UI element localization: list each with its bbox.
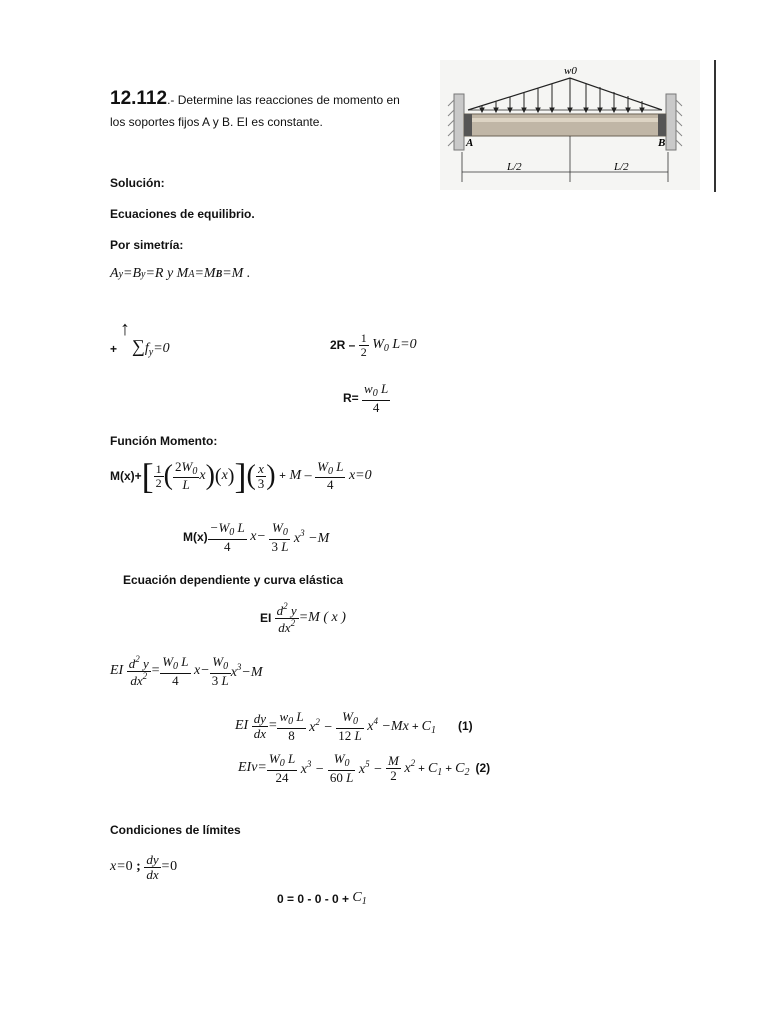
- eq2-tag: (2): [475, 761, 491, 776]
- heading-solucion: Solución:: [110, 176, 165, 190]
- eq-symmetry: A y =B y =R y M A =M B =M .: [110, 266, 251, 281]
- eq-r-value: R= $\frac{w_0 L}{4}$: [343, 381, 389, 415]
- support-a-label: A: [466, 137, 474, 149]
- problem-text-line1: .- Determine las reacciones de momento en: [167, 93, 400, 107]
- heading-momento: Función Momento:: [110, 434, 218, 448]
- heading-simetria: Por simetría:: [110, 238, 184, 252]
- eq1-tag: (1): [458, 719, 473, 734]
- page-edge-line: [714, 60, 716, 192]
- eq-ei-first: EI $\frac{dy}{dx}$ = $\frac{w_0 L}{8}$ $x^2$ − $\frac{W_0}{12 L}$ $x^4 -Mx + C_1$ (1): [235, 709, 473, 743]
- heading-elastica: Ecuación dependiente y curva elástica: [123, 573, 344, 587]
- problem-statement: [110, 88, 430, 133]
- dim-left-label: L/2: [507, 161, 522, 173]
- eq-ei-general: EI $\frac{d^2 y}{dx^2}$ =M ( x ): [260, 601, 346, 635]
- problem-text-line2: los soportes fijos A y B. EI es constante.: [110, 115, 323, 129]
- eq-c1-result: 0 = 0 - 0 - 0 + $C_1$: [277, 890, 367, 907]
- beam-figure: [440, 60, 700, 190]
- eq-boundary: x=0 ; $\frac{dy}{dx}$ =0: [110, 852, 178, 882]
- up-arrow-icon: ↑: [120, 318, 130, 340]
- dim-right-label: L/2: [614, 161, 629, 173]
- eq-moment-function: M(x) $\frac{-W_0 L}{4}$ x− $\frac{W_0}{3 L}$ $x^3 -M$: [183, 520, 330, 554]
- heading-equilibrio: Ecuaciones de equilibrio.: [110, 207, 255, 221]
- eq-ei-v: EIv= $\frac{W_0 L}{24}$ $x^3$ − $\frac{W_0}{60 L}$ $x^5$ − $\frac{M}{2}$ $x^2 + C_1 + C_2$ (2): [238, 751, 491, 785]
- eq-moment: M(x)+ [ $\frac{1}{2}$ ( $\frac{2W_0}{L}$ x ) ( x ) ] ( $\frac{x}{3}$ ) + M – $\frac{W_0 L}{4}$ x=0: [110, 456, 372, 496]
- load-label: w0: [564, 65, 577, 77]
- problem-number: 12.112: [110, 88, 168, 109]
- heading-limites: Condiciones de límites: [110, 823, 241, 837]
- eq-sum-fy: + ↑ $\sum f_y=0$: [110, 318, 170, 358]
- eq-two-r: 2R – $\frac{1}{2}$ $W_0$ L=0: [330, 331, 417, 359]
- support-b-label: B: [658, 137, 666, 149]
- eq-ei-second: EI $\frac{d^2 y}{dx^2}$ = $\frac{W_0 L}{4}$ x− $\frac{W_0}{3 L}$ $x^3-M$: [110, 654, 263, 688]
